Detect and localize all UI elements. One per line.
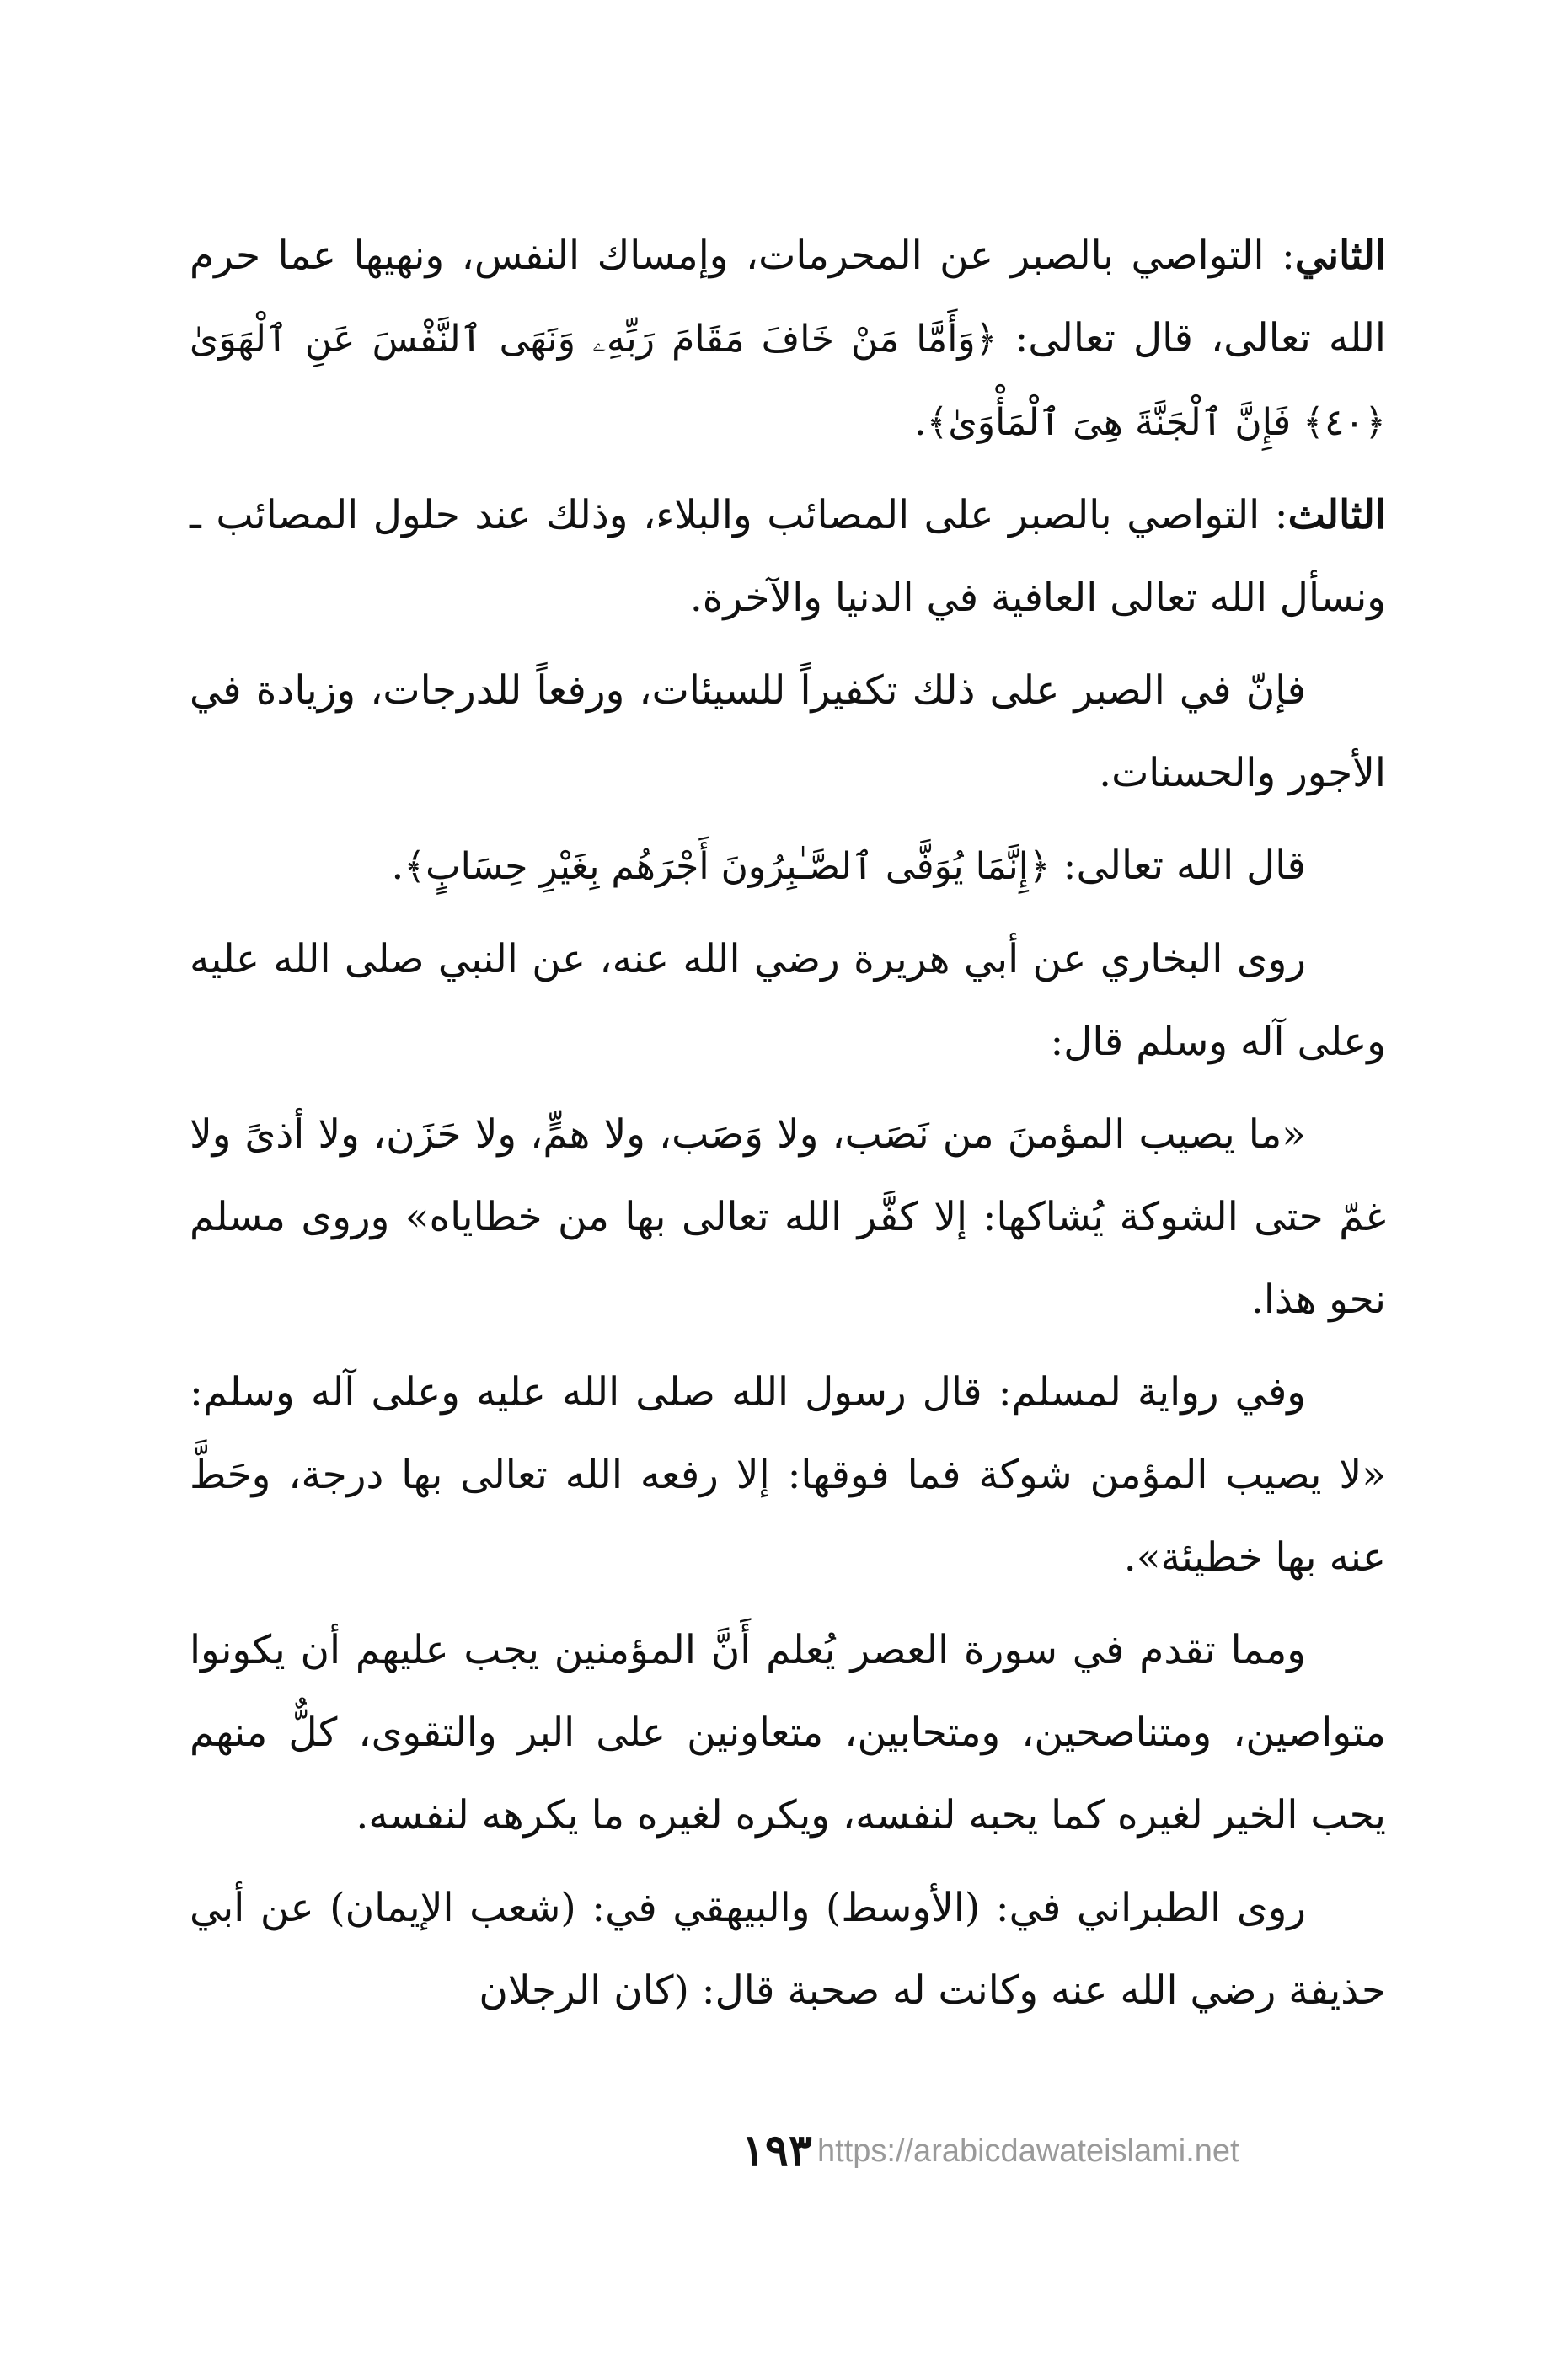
paragraph-text: وفي رواية لمسلم: قال رسول الله صلى الله عليه وعلى آله وسلم: «لا يصيب المؤمن شوكة فما فوقها: إلا رفعه الله تعالى بها درجة، وحَطَّ عنه بها خطيئة». (190, 1369, 1386, 1581)
paragraph-lead: الثالث (1287, 492, 1386, 538)
paragraph (190, 918, 1386, 1084)
paragraph-text: : التواصي بالصبر عن المحرمات، وإمساك النفس، ونهيها عما حرم الله تعالى، قال تعالى: (190, 233, 1386, 361)
paragraph-text: روى البخاري عن أبي هريرة رضي الله عنه، عن النبي صلى الله عليه وعلى آله وسلم قال: (190, 936, 1386, 1065)
page-number: ١٩٣ (741, 2125, 812, 2176)
quran-verse: ﴿إِنَّمَا يُوَفَّى ٱلصَّـٰبِرُونَ أَجْرَهُم بِغَيْرِ حِسَابٍ﴾ (404, 845, 1051, 888)
paragraph (190, 1867, 1386, 2032)
paragraph (190, 825, 1386, 908)
paragraph-tail: . (391, 843, 404, 889)
body-text (190, 215, 1386, 2042)
paragraph-text: : التواصي بالصبر على المصائب والبلاء، وذلك عند حلول المصائب ـ ونسأل الله تعالى العافية في الدنيا والآخرة. (190, 492, 1386, 621)
quran-verse: ﴿وَأَمَّا مَنْ خَافَ مَقَامَ رَبِّهِۦ وَنَهَى ٱلنَّفْسَ عَنِ ٱلْهَوَىٰ ﴿٤٠﴾ فَإِنَّ ٱلْجَنَّةَ هِىَ ٱلْمَأْوَىٰ﴾ (190, 318, 1386, 444)
paragraph (190, 650, 1386, 815)
paragraph-text: قال الله تعالى: (1050, 843, 1306, 889)
paragraph (190, 1609, 1386, 1857)
paragraph (190, 1351, 1386, 1599)
paragraph-tail: . (913, 399, 927, 445)
watermark-url: https://arabicdawateislami.net (817, 2133, 1239, 2169)
paragraph-text: فإنّ في الصبر على ذلك تكفيراً للسيئات، ورفعاً للدرجات، وزيادة في الأجور والحسنات. (190, 667, 1386, 796)
paragraph-text: روى الطبراني في: (الأوسط) والبيهقي في: (شعب الإيمان) عن أبي حذيفة رضي الله عنه وكانت له صحبة قال: (كان الرجلان (190, 1885, 1386, 2014)
paragraph (190, 1094, 1386, 1341)
paragraph-text: ومما تقدم في سورة العصر يُعلم أَنَّ المؤمنين يجب عليهم أن يكونوا متواصين، ومتناصحين، ومتحابين، متعاونين على البر والتقوى، كلٌّ منهم يحب الخير لغيره كما يحبه لنفسه، ويكره لغيره ما يكرهه لنفسه. (190, 1627, 1386, 1839)
paragraph-lead: الثاني (1294, 233, 1386, 279)
paragraph (190, 474, 1386, 640)
paragraph-text: «ما يصيب المؤمنَ من نَصَب، ولا وَصَب، ولا همٍّ، ولا حَزَن، ولا أذىً ولا غمّ حتى الشوكة يُشاكها: إلا كفَّر الله تعالى بها من خطاياه» وروى مسلم نحو هذا. (190, 1111, 1386, 1323)
paragraph (190, 215, 1386, 464)
